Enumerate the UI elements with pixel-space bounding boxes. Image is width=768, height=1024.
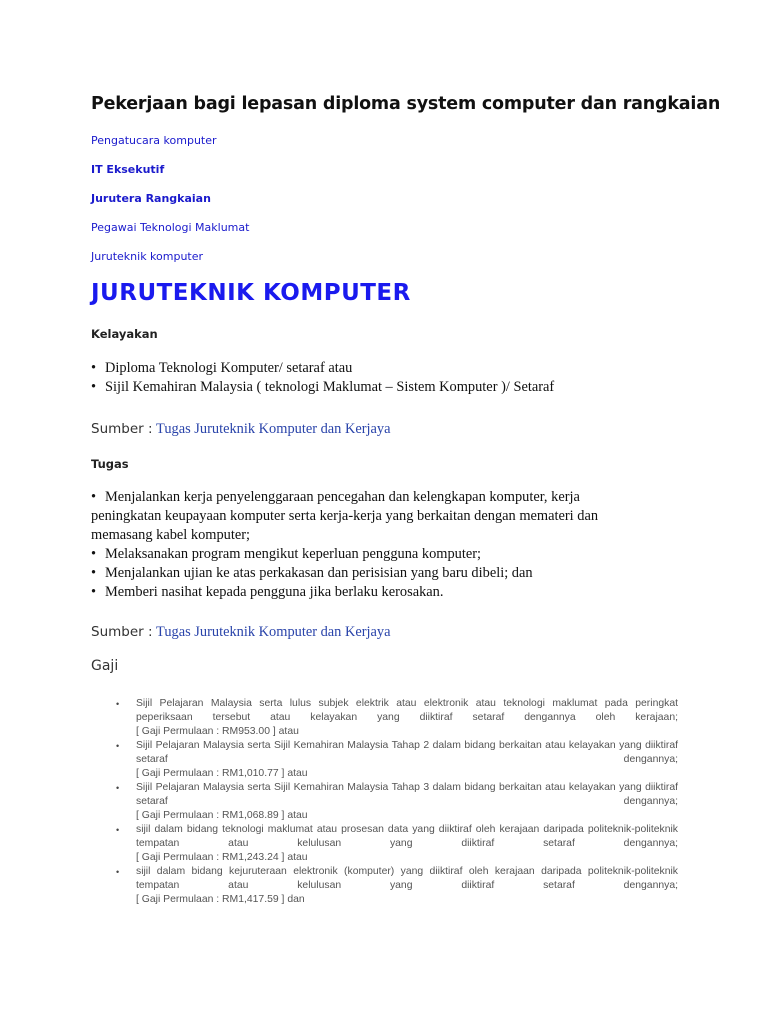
gaji-description: Sijil Pelajaran Malaysia serta Sijil Kemahiran Malaysia Tahap 3 dalam bidang berkaitan atau kelayakan yang diiktiraf setaraf dengannya; (136, 782, 678, 807)
sumber-reference-link[interactable]: Tugas Juruteknik Komputer dan Kerjaya (156, 421, 391, 437)
bullet-icon: • (91, 546, 97, 562)
sumber-label: Sumber : (91, 624, 153, 640)
sumber-reference-link[interactable]: Tugas Juruteknik Komputer dan Kerjaya (156, 624, 391, 640)
tugas-heading: Tugas (91, 457, 129, 471)
gaji-salary: [ Gaji Permulaan : RM1,068.89 ] atau (136, 810, 308, 821)
gaji-description: Sijil Pelajaran Malaysia serta Sijil Kemahiran Malaysia Tahap 2 dalam bidang berkaitan atau kelayakan yang diiktiraf setaraf dengannya; (136, 740, 678, 765)
gaji-salary: [ Gaji Permulaan : RM1,417.59 ] dan (136, 894, 305, 905)
list-item: • Menjalankan ujian ke atas perkakasan dan perisisian yang baru dibeli; dan (91, 565, 533, 581)
sumber-line-2 (91, 624, 391, 641)
list-item (116, 697, 678, 739)
tugas-list (91, 488, 639, 602)
bullet-icon: • (116, 699, 120, 709)
link-jurutera-rangkaian[interactable]: Jurutera Rangkaian (91, 192, 211, 205)
gaji-heading: Gaji (91, 658, 119, 674)
list-item (116, 739, 678, 781)
list-item: • Diploma Teknologi Komputer/ setaraf atau (91, 360, 353, 376)
gaji-salary: [ Gaji Permulaan : RM1,243.24 ] atau (136, 852, 308, 863)
list-item: • Menjalankan kerja penyelenggaraan pencegahan dan kelengkapan komputer, kerja peningkatan keupayaan komputer serta kerja-kerja yang berkaitan dengan memateri dan memasang kabel komputer; (91, 489, 599, 543)
bullet-icon: • (91, 379, 97, 395)
link-juruteknik-komputer[interactable]: Juruteknik komputer (91, 250, 204, 263)
gaji-description: Sijil Pelajaran Malaysia serta lulus subjek elektrik atau elektronik atau teknologi maklumat pada peringkat peperiksaan tersebut atau kelayakan yang diiktiraf setaraf dengannya oleh kerajaan; (136, 698, 678, 723)
list-item: • Melaksanakan program mengikut keperluan pengguna komputer; (91, 546, 482, 562)
sumber-label: Sumber : (91, 421, 153, 437)
kelayakan-heading: Kelayakan (91, 327, 158, 341)
bullet-icon: • (91, 565, 97, 581)
link-pengatucara-komputer[interactable]: Pengatucara komputer (91, 134, 217, 147)
bullet-icon: • (116, 783, 120, 793)
gaji-salary: [ Gaji Permulaan : RM953.00 ] atau (136, 726, 299, 737)
list-item: • Memberi nasihat kepada pengguna jika berlaku kerosakan. (91, 584, 444, 600)
bullet-icon: • (91, 360, 97, 376)
link-it-eksekutif[interactable]: IT Eksekutif (91, 163, 165, 176)
list-item: • Sijil Kemahiran Malaysia ( teknologi Maklumat – Sistem Komputer )/ Setaraf (91, 379, 555, 395)
list-item (116, 781, 678, 823)
page-heading: Pekerjaan bagi lepasan diploma system computer dan rangkaian (91, 94, 721, 114)
bullet-icon: • (91, 584, 97, 600)
bullet-icon: • (91, 489, 97, 505)
link-pegawai-teknologi-maklumat[interactable]: Pegawai Teknologi Maklumat (91, 221, 250, 234)
gaji-salary: [ Gaji Permulaan : RM1,010.77 ] atau (136, 768, 308, 779)
gaji-description: sijil dalam bidang kejuruteraan elektronik (komputer) yang diiktiraf oleh kerajaan daripada politeknik-politeknik tempatan atau kelulusan yang diiktiraf setaraf dengannya; (136, 866, 678, 891)
bullet-icon: • (116, 741, 120, 751)
gaji-description: sijil dalam bidang teknologi maklumat atau prosesan data yang diiktiraf oleh kerajaan daripada politeknik-politeknik tempatan atau kelulusan yang diiktiraf setaraf dengannya; (136, 824, 678, 849)
bullet-icon: • (116, 867, 120, 877)
bullet-icon: • (116, 825, 120, 835)
kelayakan-list (91, 359, 651, 397)
gaji-list (116, 697, 678, 907)
section-title: JURUTEKNIK KOMPUTER (91, 280, 411, 306)
list-item (116, 865, 678, 907)
list-item (116, 823, 678, 865)
sumber-line-1 (91, 421, 391, 438)
